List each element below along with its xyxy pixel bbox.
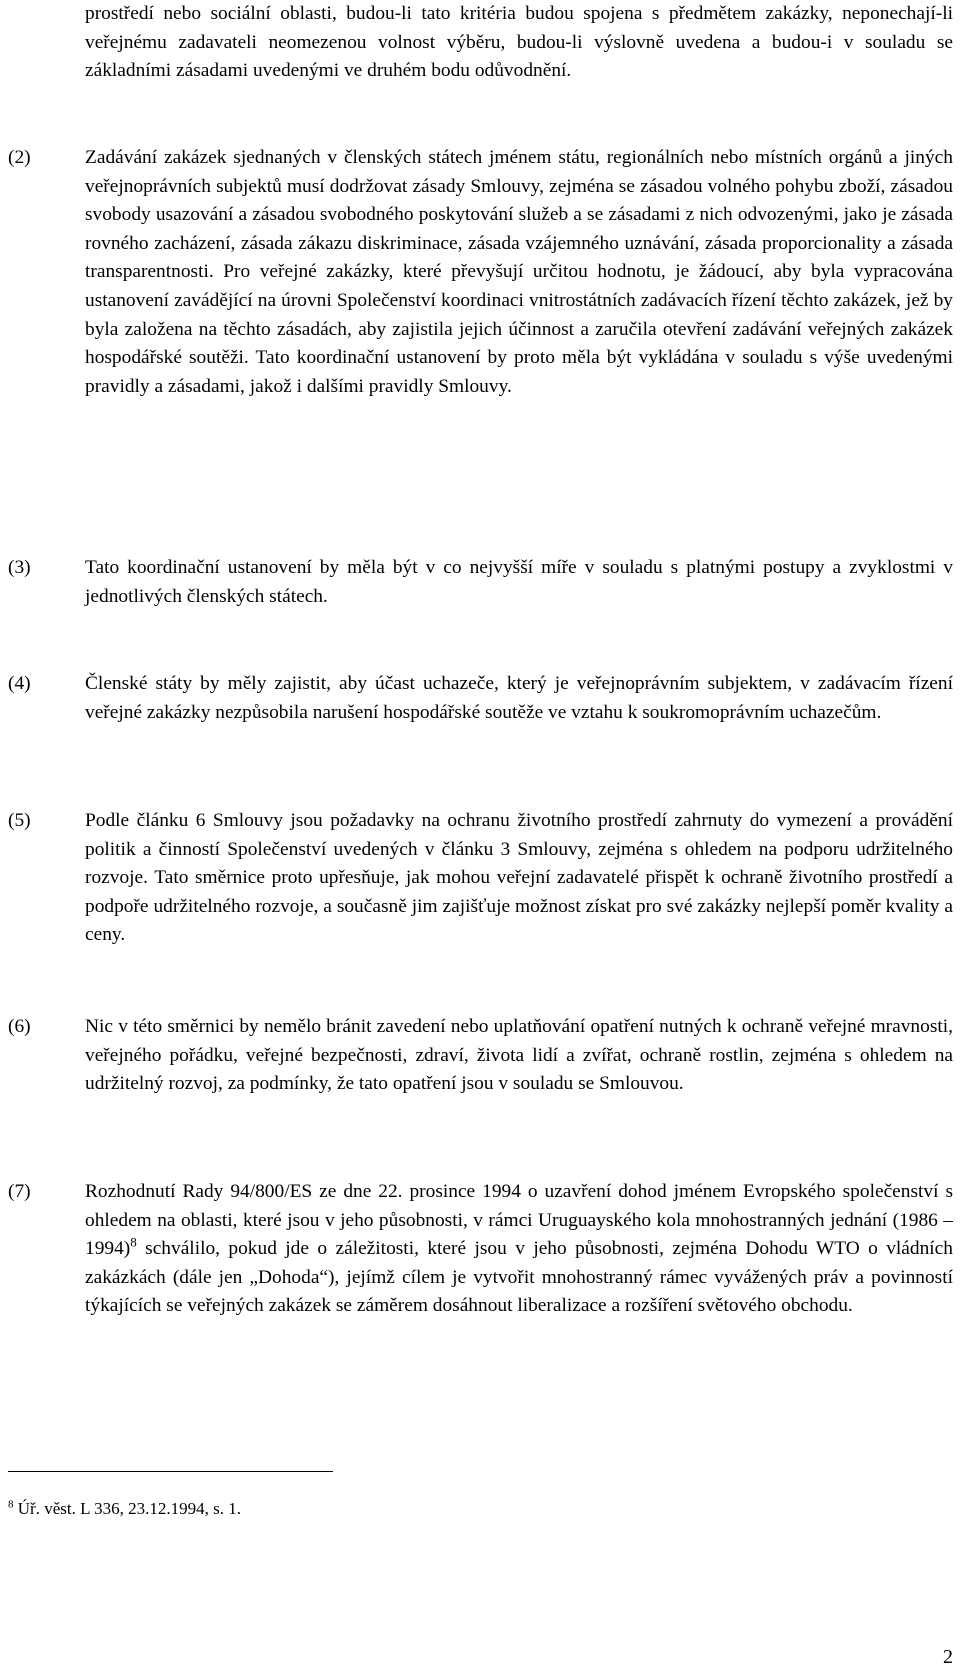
paragraph-text: prostředí nebo sociální oblasti, budou-li tato kritéria budou spojena s předmětem zakázky, neponechají-li veřejnému zadavateli neomezenou volnost výběru, budou-li výslovně uvedena a budou-i v souladu se základními zásadami uvedenými ve druhém bodu odůvodnění.: [85, 3, 953, 82]
footnote-text: Úř. věst. L 336, 23.12.1994, s. 1.: [13, 1499, 241, 1518]
paragraph-number: (4): [8, 673, 31, 694]
paragraph-2: [0, 144, 960, 401]
continuation-paragraph: [0, 0, 960, 86]
paragraph-4: [0, 670, 960, 727]
paragraph-5: [0, 807, 960, 950]
footnote-separator: [8, 1471, 333, 1472]
paragraph-6: [0, 1013, 960, 1099]
paragraph-number: (5): [8, 810, 31, 831]
paragraph-text: Nic v této směrnici by nemělo bránit zavedení nebo uplatňování opatření nutných k ochraně veřejné mravnosti, veřejného pořádku, veřejné bezpečnosti, zdraví, života lidí a zvířat, ochraně rostlin, zejména s ohledem na udržitelný rozvoj, za podmínky, že tato opatření jsou v souladu se Smlouvou.: [85, 1016, 953, 1095]
paragraph-3: [0, 554, 960, 611]
paragraph-number: (2): [8, 147, 31, 168]
paragraph-text: Podle článku 6 Smlouvy jsou požadavky na ochranu životního prostředí zahrnuty do vymezení a provádění politik a činností Společenství uvedených v článku 3 Smlouvy, zejména s ohledem na podporu udržitelného rozvoje. Tato směrnice proto upřesňuje, jak mohou veřejní zadavatelé přispět k ochraně životního prostředí a podpoře udržitelného rozvoje, a současně jim zajišťuje možnost získat pro své zakázky nejlepší poměr kvality a ceny.: [85, 810, 953, 946]
paragraph-number: (3): [8, 557, 31, 578]
paragraph-text: Tato koordinační ustanovení by měla být v co nejvyšší míře v souladu s platnými postupy a zvyklostmi v jednotlivých členských státech.: [85, 557, 953, 607]
paragraph-number: (6): [8, 1016, 31, 1037]
paragraph-text: Zadávání zakázek sjednaných v členských státech jménem státu, regionálních nebo místních orgánů a jiných veřejnoprávních subjektů musí dodržovat zásady Smlouvy, zejména se zásadou volného pohybu zboží, zásadou svobody usazování a zásadou svobodného poskytování služeb a se zásadami z nich odvozenými, jako je zásada rovného zacházení, zásada zákazu diskriminace, zásada vzájemného uznávání, zásada proporcionality a zásada transparentnosti. Pro veřejné zakázky, které převyšují určitou hodnotu, je žádoucí, aby byla vypracována ustanovení zavádějící na úrovni Společenství koordinaci vnitrostátních zadávacích řízení těchto zakázek, jež by byla založena na těchto zásadách, aby zajistila jejich účinnost a zaručila otevření zadávání veřejných zakázek hospodářské soutěži. Tato koordinační ustanovení by proto měla být vykládána v souladu s výše uvedenými pravidly a zásadami, jakož i dalšími pravidly Smlouvy.: [85, 147, 953, 397]
footnote: [8, 1497, 241, 1521]
paragraph-text-part: schválilo, pokud jde o záležitosti, které jsou v jeho působnosti, zejména Dohodu WTO o vládních zakázkách (dále jen „Dohoda“), jejímž cílem je vytvořit mnohostranný rámec vyvážených práv a povinností týkajících se veřejných zakázek se záměrem dosáhnout liberalizace a rozšíření světového obchodu.: [85, 1238, 953, 1317]
paragraph-text: Členské státy by měly zajistit, aby účast uchazeče, který je veřejnoprávním subjektem, v zadávacím řízení veřejné zakázky nezpůsobila narušení hospodářské soutěže ve vztahu k soukromoprávním uchazečům.: [85, 673, 953, 723]
footnote-marker: 8: [8, 1498, 14, 1511]
paragraph-text: [85, 1178, 953, 1321]
paragraph-7: [0, 1178, 960, 1321]
page-number: 2: [943, 1646, 953, 1668]
paragraph-text-part: Rozhodnutí Rady 94/800/ES ze dne 22. prosince 1994 o uzavření dohod jménem Evropského společenství s ohledem na oblasti, které jsou v jeho působnosti, v rámci Uruguayského kola mnohostranných jednání (1986 – 1994): [85, 1181, 953, 1260]
paragraph-number: (7): [8, 1181, 31, 1202]
footnote-reference: 8: [130, 1234, 137, 1250]
